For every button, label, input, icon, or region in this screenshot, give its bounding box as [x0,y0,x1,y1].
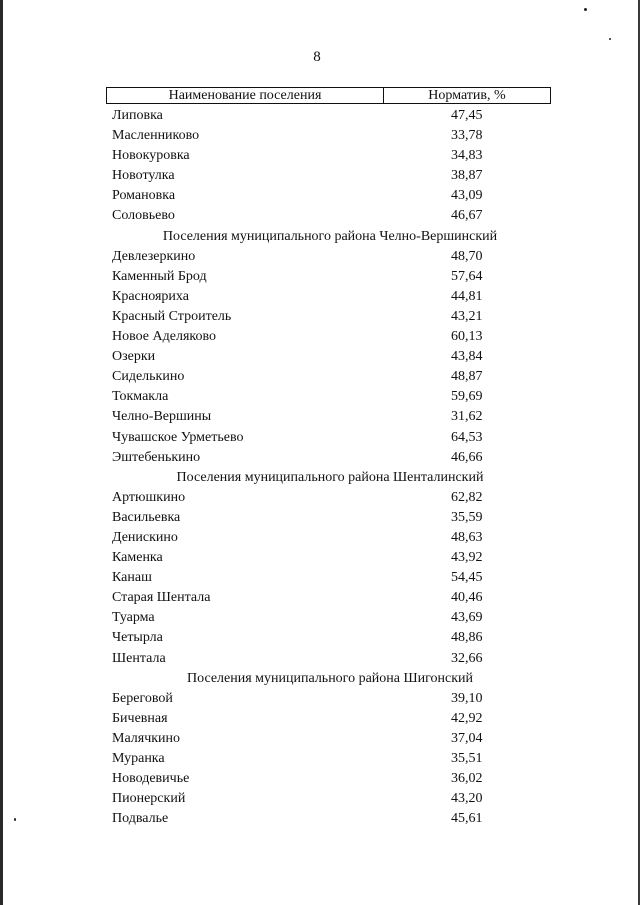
table-row [0,588,640,608]
table-row [0,126,640,146]
settlement-name: Каменка [112,550,163,566]
norm-value: 48,63 [451,529,483,545]
norm-value: 34,83 [451,148,483,164]
table-row [0,649,640,669]
section-heading [0,468,640,488]
norm-value: 35,51 [451,751,483,766]
norm-value: 38,87 [451,168,483,184]
norm-value: 43,92 [451,550,483,566]
norm-value: 62,82 [451,489,483,505]
section-title: Поселения муниципального района Шигонский [186,670,473,686]
page-number: 8 [313,49,321,65]
table-row [0,387,640,407]
settlement-name: Соловьево [112,208,175,224]
table-row [0,327,640,347]
norm-value: 40,46 [451,590,483,606]
settlement-name: Романовка [112,188,176,204]
norm-value: 46,67 [451,208,483,224]
norm-value: 48,86 [451,630,483,646]
section-heading [0,227,640,247]
table-row [0,247,640,267]
table-row [0,528,640,548]
norm-value: 47,45 [451,108,483,123]
settlement-name: Туарма [112,610,155,626]
norm-value: 45,61 [451,811,483,827]
settlement-name: Четырла [112,630,163,646]
norm-value: 43,84 [451,349,483,365]
table-row [0,186,640,206]
norm-value: 43,21 [451,308,483,324]
settlement-name: Краснояриха [112,288,189,304]
norm-value: 60,13 [451,329,483,345]
settlement-name: Новотулка [112,168,175,184]
settlement-name: Новое Аделяково [112,329,216,345]
table-header [106,87,551,104]
table-row [0,166,640,186]
norm-value: 37,04 [451,730,483,746]
section-title: Поселения муниципального района Шенталинский [176,469,484,485]
settlement-name: Васильевка [112,509,181,525]
norm-value: 44,81 [451,288,483,304]
norm-value: 32,66 [451,650,483,666]
settlement-name: Сиделькино [112,369,185,385]
table-row [0,749,640,769]
settlement-name: Малячкино [112,730,181,746]
table-row [0,106,640,126]
norm-value: 57,64 [451,268,483,284]
settlement-name: Челно-Вершины [112,409,212,425]
settlement-name: Пионерский [112,791,186,807]
norm-value: 43,69 [451,610,483,626]
settlement-name: Шентала [112,650,166,666]
table-row [0,267,640,287]
table-row [0,428,640,448]
settlement-name: Эштебенькино [112,449,201,465]
table-row [0,287,640,307]
table-row [0,367,640,387]
norm-value: 43,20 [451,791,483,807]
settlement-name: Токмакла [112,389,169,405]
table-body [0,106,640,829]
settlement-name: Красный Строитель [112,308,232,324]
norm-value: 64,53 [451,429,483,445]
norm-value: 31,62 [451,409,483,425]
settlement-name: Артюшкино [112,489,186,505]
settlement-name: Бичевная [112,710,168,726]
header-norm-percent: Норматив, % [428,88,506,103]
settlement-name: Масленниково [112,128,200,144]
settlement-name: Липовка [112,108,163,123]
norm-value: 35,59 [451,509,483,525]
settlement-name: Подвалье [112,811,169,827]
settlement-name: Муранка [112,751,165,766]
settlement-name: Новодевичье [112,771,190,787]
norm-value: 48,70 [451,248,483,264]
table-row [0,347,640,367]
settlement-name: Денискино [112,529,178,545]
table-row [0,628,640,648]
table-row [0,769,640,789]
table-row [0,206,640,226]
table-row [0,488,640,508]
table-row [0,307,640,327]
norm-value: 36,02 [451,771,483,787]
table-row [0,508,640,528]
norm-value: 54,45 [451,570,483,586]
table-row [0,548,640,568]
settlement-name: Старая Шентала [112,590,211,606]
table-row [0,809,640,829]
scan-speck [609,38,611,40]
norm-value: 33,78 [451,128,483,144]
settlement-name: Каменный Брод [112,268,207,284]
settlement-name: Новокуровка [112,148,190,164]
table-row [0,729,640,749]
norm-value: 46,66 [451,449,483,465]
table-row [0,689,640,709]
norm-value: 42,92 [451,710,483,726]
settlement-name: Чувашское Урметьево [112,429,244,445]
table-row [0,448,640,468]
scan-speck [584,8,587,11]
table-row [0,568,640,588]
norm-value: 43,09 [451,188,483,204]
settlement-name: Канаш [112,570,152,586]
table-row [0,407,640,427]
section-title: Поселения муниципального района Челно-Вершинский [162,228,498,244]
norm-value: 48,87 [451,369,483,385]
norm-value: 39,10 [451,690,483,706]
settlement-name: Озерки [112,349,156,365]
table-row [0,709,640,729]
norm-value: 59,69 [451,389,483,405]
settlement-name: Девлезеркино [112,248,196,264]
table-row [0,146,640,166]
table-row [0,789,640,809]
header-settlement-name: Наименование поселения [107,88,384,103]
table-row [0,608,640,628]
settlement-name: Береговой [112,690,173,706]
section-heading [0,669,640,689]
